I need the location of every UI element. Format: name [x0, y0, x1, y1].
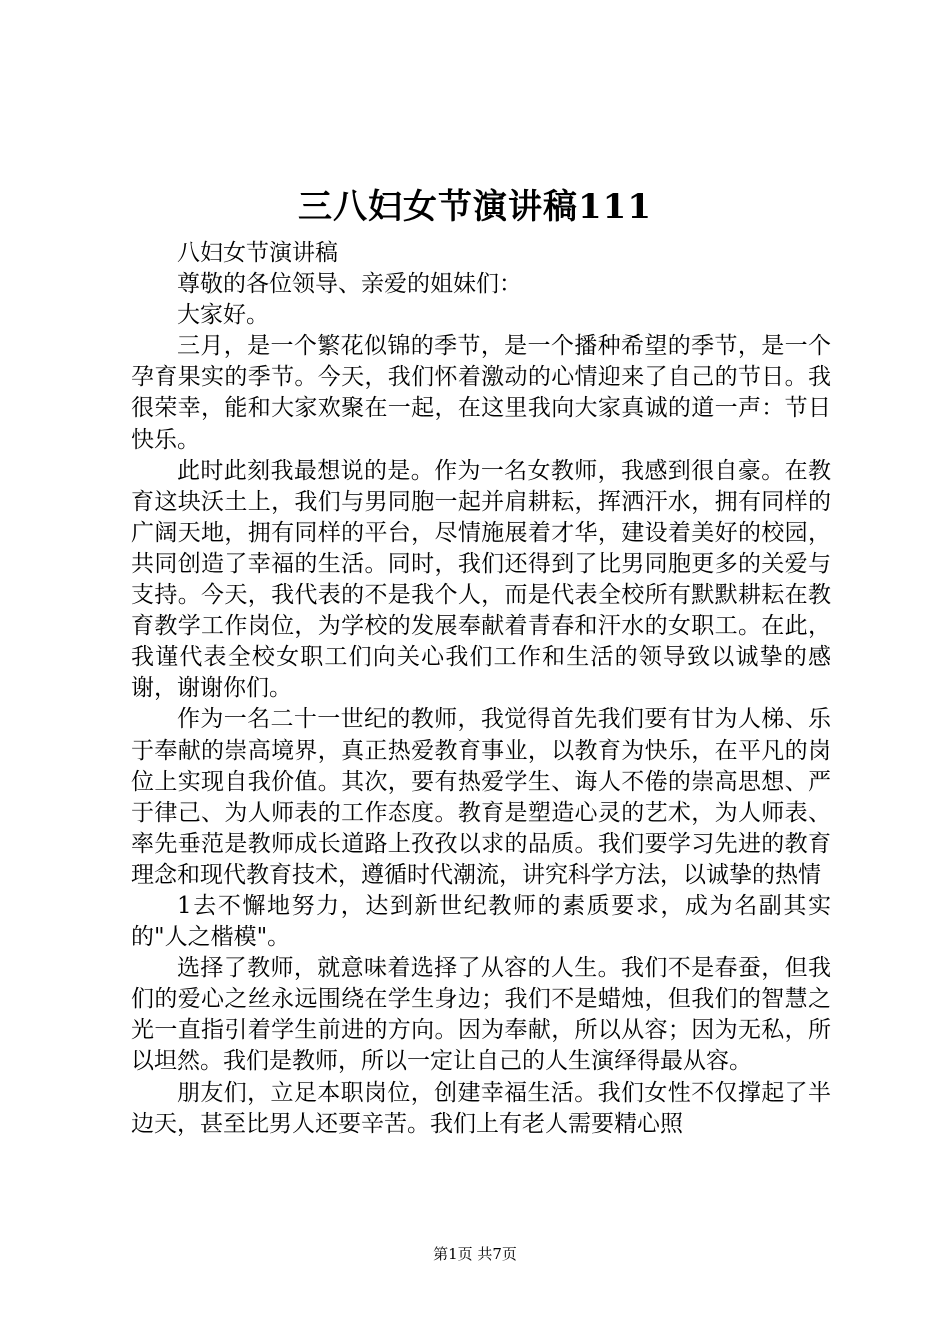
- paragraph: 作为一名二十一世纪的教师，我觉得首先我们要有甘为人梯、乐于奉献的崇高境界，真正热爱教育事业，以教育为快乐，在平凡的岗位上实现自我价值。其次，要有热爱学生、诲人不倦的崇高思想、严于律己、为人师表的工作态度。教育是塑造心灵的艺术，为人师表、率先垂范是教师成长道路上孜孜以求的品质。我们要学习先进的教育理念和现代教育技术，遵循时代潮流，讲究科学方法，以诚挚的热情: [131, 706, 831, 888]
- page-footer: 第1页 共7页: [433, 1245, 517, 1263]
- paragraph: 选择了教师，就意味着选择了从容的人生。我们不是春蚕，但我们的爱心之丝永远围绕在学生身边；我们不是蜡烛，但我们的智慧之光一直指引着学生前进的方向。因为奉献，所以从容；因为无私，所以坦然。我们是教师，所以一定让自己的人生演绎得最从容。: [131, 955, 831, 1075]
- paragraph: 1去不懈地努力，达到新世纪教师的素质要求，成为名副其实的"人之楷模"。: [131, 892, 831, 951]
- paragraph: 此时此刻我最想说的是。作为一名女教师，我感到很自豪。在教育这块沃土上，我们与男同胞一起并肩耕耘，挥洒汗水，拥有同样的广阔天地，拥有同样的平台，尽情施展着才华，建设着美好的校园，共同创造了幸福的生活。同时，我们还得到了比男同胞更多的关爱与支持。今天，我代表的不是我个人，而是代表全校所有默默耕耘在教育教学工作岗位，为学校的发展奉献着青春和汗水的女职工。在此，我谨代表全校女职工们向关心我们工作和生活的领导致以诚挚的感谢，谢谢你们。: [131, 457, 831, 702]
- paragraph: 大家好。: [177, 302, 269, 329]
- document-body: [131, 238, 831, 1140]
- paragraph: 八妇女节演讲稿: [177, 240, 338, 266]
- document-title: 三八妇女节演讲稿111: [298, 187, 652, 227]
- paragraph: 朋友们，立足本职岗位，创建幸福生活。我们女性不仅撑起了半边天，甚至比男人还要辛苦。我们上有老人需要精心照: [131, 1079, 831, 1137]
- paragraph: 尊敬的各位领导、亲爱的姐妹们：: [177, 271, 522, 298]
- paragraph: 三月，是一个繁花似锦的季节，是一个播种希望的季节，是一个孕育果实的季节。今天，我们怀着激动的心情迎来了自己的节日。我很荣幸，能和大家欢聚在一起，在这里我向大家真诚的道一声：节日快乐。: [131, 333, 831, 453]
